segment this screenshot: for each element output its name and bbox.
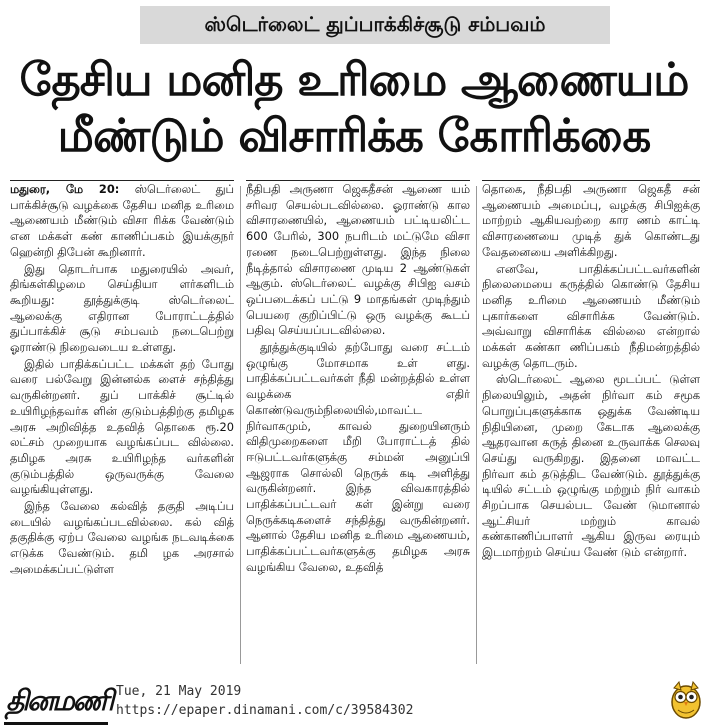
logo-underline (4, 722, 108, 725)
headline-line-2: மீண்டும் விசாரிக்க கோரிக்கை (57, 109, 651, 162)
owl-mascot-icon (670, 678, 702, 720)
article-paragraph: இந்த வேலை கல்வித் தகுதி அடிப்ப டையில் வழங்கப்படவில்லை. கல் வித் தகுதிக்கு ஏற்ப வேலை வழங்க நடவடிக்கை எடுக்க வேண்டும். தமி ழக அரசால் அமைக்கப்பட்டுள்ள (10, 499, 234, 576)
article-paragraph: தொகை, நீதிபதி அருணா ஜெகதீ சன் ஆணையம் அமைப்பு, வழக்கு சிபிஐக்கு மாற்றம் ஆகியவற்றை கார ணம் காட்டி விசாரணையை முடித் துக் கொண்டது வேதனையை அளிக்கிறது. (482, 182, 700, 259)
article-paragraph: இதில் பாதிக்கப்பட்ட மக்கள் தற் போது வரை பல்வேறு இன்னல்க ளைச் சந்தித்து வருகின்றனர். துப் பாக்கிச் சூட்டில் உயிரிழந்தவர்க ளின் குடும்பத்திற்கு தமிழக அரசு அறிவித்த உதவித் தொகை ரூ.20 லட்சம் முறையாக வழங்கப்பட வில்லை. தமிழக அரசு உயிரிழந்த வர்களின் குடும்பத்தில் ஒருவருக்கு வேலை வழங்கியுள்ளது. (10, 356, 234, 497)
article-column-2 (246, 182, 470, 577)
article-paragraph: இது தொடர்பாக மதுரையில் அவர், திங்கள்கிழமை செய்தியா ளர்களிடம் கூறியது: தூத்துக்குடி ஸ்டெர்லைட் ஆலைக்கு எதிரான போராட்டத்தில் துப்பாக்கிச் சூடு சம்பவம் நடைபெற்று ஓராண்டு நிறைவடைய உள்ளது. (10, 261, 234, 355)
headline (0, 52, 708, 164)
article-paragraph: நீதிபதி அருணா ஜெகதீசன் ஆணை யம் சரிவர செயல்படவில்லை. ஓராண்டு கால விசாரணையில், ஆணையம் பட்டியலிட்ட 600 பேரில், 300 நபரிடம் மட்டுமே விசா ரணை நடைபெற்றுள்ளது. இந்த நிலை நீடித்தால் விசாரணை முடிய 2 ஆண்டுகள் ஆகும். ஸ்டெர்லைட் வழக்கு சிபிஐ வசம் ஒப்படைக்கப் பட்டு 9 மாதங்கள் முடிந்தும் பெயரை குறிப்பிட்டு ஒரு வழக்கு கூடப் பதிவு செய்யப்படவில்லை. (246, 182, 470, 338)
kicker-banner (140, 6, 610, 44)
article-paragraph: தூத்துக்குடியில் தற்போது வரை சட்டம் ஒழுங்கு மோசமாக உள் ளது. பாதிக்கப்பட்டவர்கள் நீதி மன்றத்தில் உள்ள வழக்கை எதிர் கொண்டுவரும்நிலையில்,மாவட்ட நிர்வாகமும், காவல் துறையினரும் விதிமுறைகளை மீறி போராட்டத் தில் ஈடுபட்டவர்களுக்கு சம்மன் அனுப்பி ஆஜராக சொல்லி நெருக் கடி அளித்து வருகின்றனர். இந்த விவகாரத்தில் பாதிக்கப்பட்டவர் கள் இன்று வரை நெருக்கடிகளைச் சந்தித்து வருகின்றனர். ஆனால் தேசிய மனித உரிமை ஆணையம், பாதிக்கப்பட்டவர்களுக்கு தமிழக அரசு வழங்கிய வேலை, உதவித் (246, 340, 470, 574)
column-separator (240, 186, 241, 664)
dateline: மதுரை, மே 20: (10, 182, 120, 196)
kicker-text: ஸ்டெர்லைட் துப்பாக்கிச்சூடு சம்பவம் (204, 11, 546, 36)
paragraph-text: ஸ்டெர்லைட் துப் பாக்கிச்சூடு வழக்கை தேசிய மனித உரிமை ஆணையம் மீண்டும் விசா ரிக்க வேண்டும் என மக்கள் கண் காணிப்பகம் இயக்குநர் ஹென்றி திபேன் கூறினார். (10, 182, 234, 259)
dinamani-logo: தினமணி (6, 684, 113, 717)
epaper-footer (0, 676, 708, 726)
article-paragraph: எனவே, பாதிக்கப்பட்டவர்களின் நிலைமையை கருத்தில் கொண்டு தேசிய மனித உரிமை ஆணையம் மீண்டும் புகார்களை விசாரிக்க வேண்டும். அவ்வாறு விசாரிக்க வில்லை என்றால் மக்கள் கண்கா ணிப்பகம் நீதிமன்றத்தில் வழக்கு தொடரும். (482, 261, 700, 370)
column-top-rule (246, 180, 470, 181)
article-column-3 (482, 182, 700, 562)
epaper-url[interactable]: https://epaper.dinamani.com/c/39584302 (116, 703, 414, 718)
article-paragraph (10, 182, 234, 261)
article-column-1 (10, 182, 234, 579)
headline-line-1: தேசிய மனித உரிமை ஆணையம் (19, 53, 689, 106)
column-top-rule (10, 180, 234, 181)
column-separator (476, 186, 477, 664)
publication-date: Tue, 21 May 2019 (116, 684, 242, 699)
footer-meta (116, 682, 413, 720)
article-paragraph: ஸ்டெர்லைட் ஆலை மூடப்பட் டுள்ள நிலையிலும், அதன் நிர்வா கம் சமூக பொறுப்புகளுக்காக ஒதுக்க வேண்டிய நிதியினை, முறை கேடாக ஆலைக்கு ஆதரவான கருத் தினை உருவாக்க செலவு செய்து வருகிறது. இதனை மாவட்ட நிர்வா கம் தடுத்திட வேண்டும். தூத்துக்கு டியில் சட்டம் ஒழுங்கு மற்றும் நிர் வாகம் சிறப்பாக செயல்பட வேண் டுமானால் ஆட்சியர் மற்றும் காவல் கண்காணிப்பாளர் ஆகிய இருவ ரையும் இடமாற்றம் செய்ய வேண் டும் என்றார். (482, 372, 700, 560)
column-top-rule (482, 180, 700, 181)
